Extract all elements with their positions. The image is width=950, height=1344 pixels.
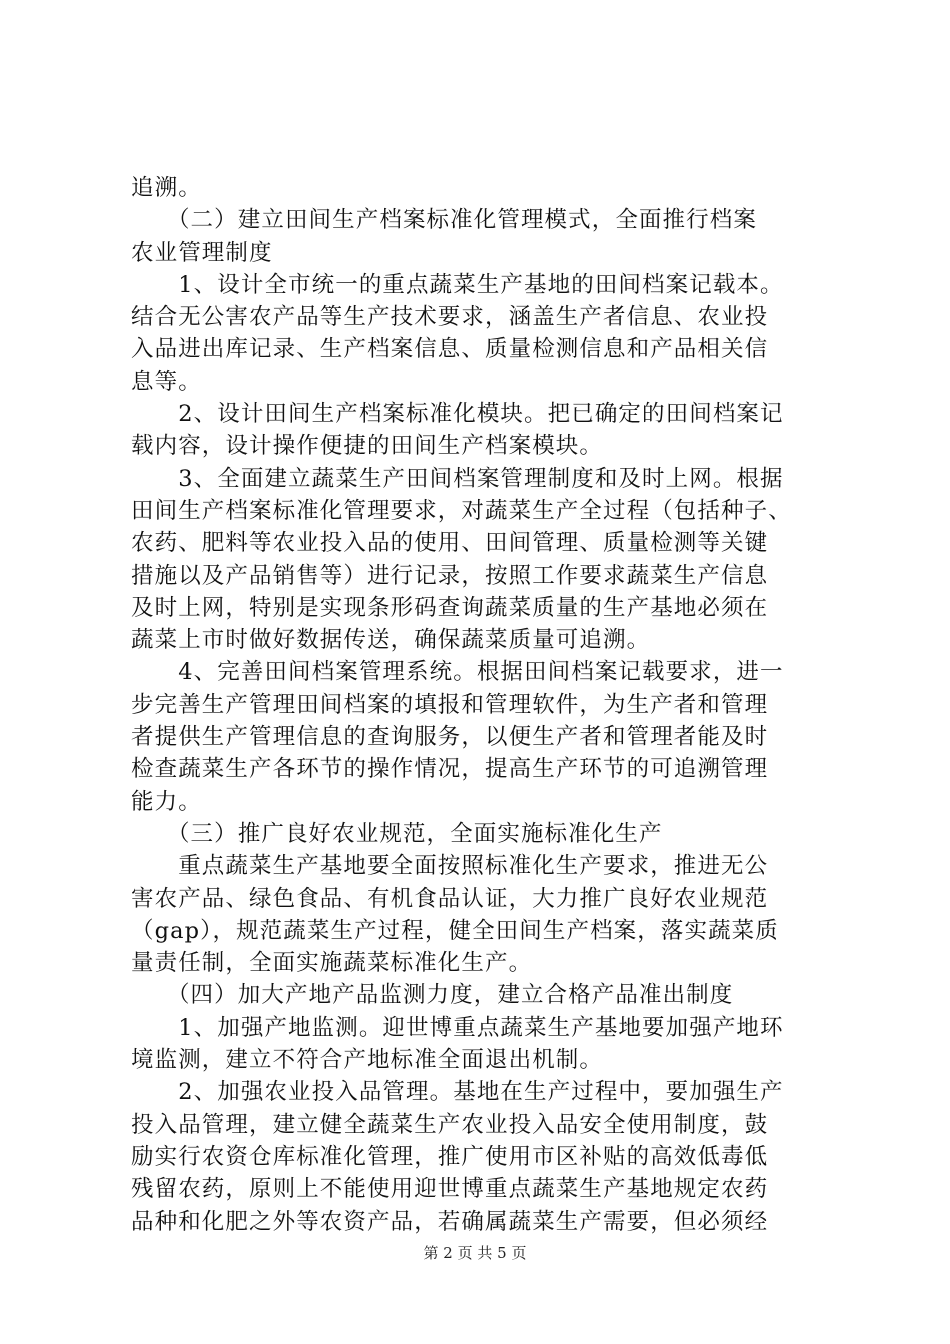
- text-line: （二）建立田间生产档案标准化管理模式，全面推行档案: [131, 207, 757, 234]
- text-line: 息等。: [131, 368, 202, 395]
- text-line: 投入品管理，建立健全蔬菜生产农业投入品安全使用制度，鼓: [131, 1111, 769, 1138]
- text-line: 田间生产档案标准化管理要求，对蔬菜生产全过程（包括种子、: [131, 497, 792, 524]
- text-line: 蔬菜上市时做好数据传送，确保蔬菜质量可追溯。: [131, 627, 651, 654]
- text-line: 措施以及产品销售等）进行记录，按照工作要求蔬菜生产信息: [131, 562, 769, 589]
- text-line: 4、完善田间档案管理系统。根据田间档案记载要求，进一: [131, 659, 784, 686]
- text-line: 量责任制，全面实施蔬菜标准化生产。: [131, 950, 533, 977]
- document-body: [131, 172, 831, 1238]
- text-line: （三）推广良好农业规范，全面实施标准化生产: [131, 820, 663, 847]
- text-line: （四）加大产地产品监测力度，建立合格产品准出制度: [131, 982, 734, 1009]
- text-line: 1、设计全市统一的重点蔬菜生产基地的田间档案记载本。: [131, 271, 784, 298]
- text-line: 步完善生产管理田间档案的填报和管理软件，为生产者和管理: [131, 691, 769, 718]
- text-line: 残留农药，原则上不能使用迎世博重点蔬菜生产基地规定农药: [131, 1176, 769, 1203]
- text-line: 入品进出库记录、生产档案信息、质量检测信息和产品相关信: [131, 336, 769, 363]
- text-line: 结合无公害农产品等生产技术要求，涵盖生产者信息、农业投: [131, 304, 769, 331]
- text-line: 农药、肥料等农业投入品的使用、田间管理、质量检测等关键: [131, 530, 769, 557]
- text-line: （gap），规范蔬菜生产过程，健全田间生产档案，落实蔬菜质: [131, 917, 779, 944]
- text-line: 载内容，设计操作便捷的田间生产档案模块。: [131, 433, 604, 460]
- text-line: 能力。: [131, 788, 202, 815]
- page-footer: 第 2 页 共 5 页: [423, 1244, 527, 1262]
- text-line: 重点蔬菜生产基地要全面按照标准化生产要求，推进无公: [131, 853, 769, 880]
- text-line: 品种和化肥之外等农资产品，若确属蔬菜生产需要，但必须经: [131, 1208, 769, 1235]
- text-line: 害农产品、绿色食品、有机食品认证，大力推广良好农业规范: [131, 885, 769, 912]
- text-line: 1、加强产地监测。迎世博重点蔬菜生产基地要加强产地环: [131, 1014, 784, 1041]
- text-line: 及时上网，特别是实现条形码查询蔬菜质量的生产基地必须在: [131, 594, 769, 621]
- text-line: 励实行农资仓库标准化管理，推广使用市区补贴的高效低毒低: [131, 1143, 769, 1170]
- text-line: 2、加强农业投入品管理。基地在生产过程中，要加强生产: [131, 1079, 784, 1106]
- text-line: 者提供生产管理信息的查询服务，以便生产者和管理者能及时: [131, 724, 769, 751]
- text-line: 3、全面建立蔬菜生产田间档案管理制度和及时上网。根据: [131, 465, 784, 492]
- text-line: 农业管理制度: [131, 239, 273, 266]
- text-line: 2、设计田间生产档案标准化模块。把已确定的田间档案记: [131, 401, 784, 428]
- text-line: 检查蔬菜生产各环节的操作情况，提高生产环节的可追溯管理: [131, 756, 769, 783]
- text-line: 境监测，建立不符合产地标准全面退出机制。: [131, 1047, 604, 1074]
- text-line: 追溯。: [131, 175, 202, 201]
